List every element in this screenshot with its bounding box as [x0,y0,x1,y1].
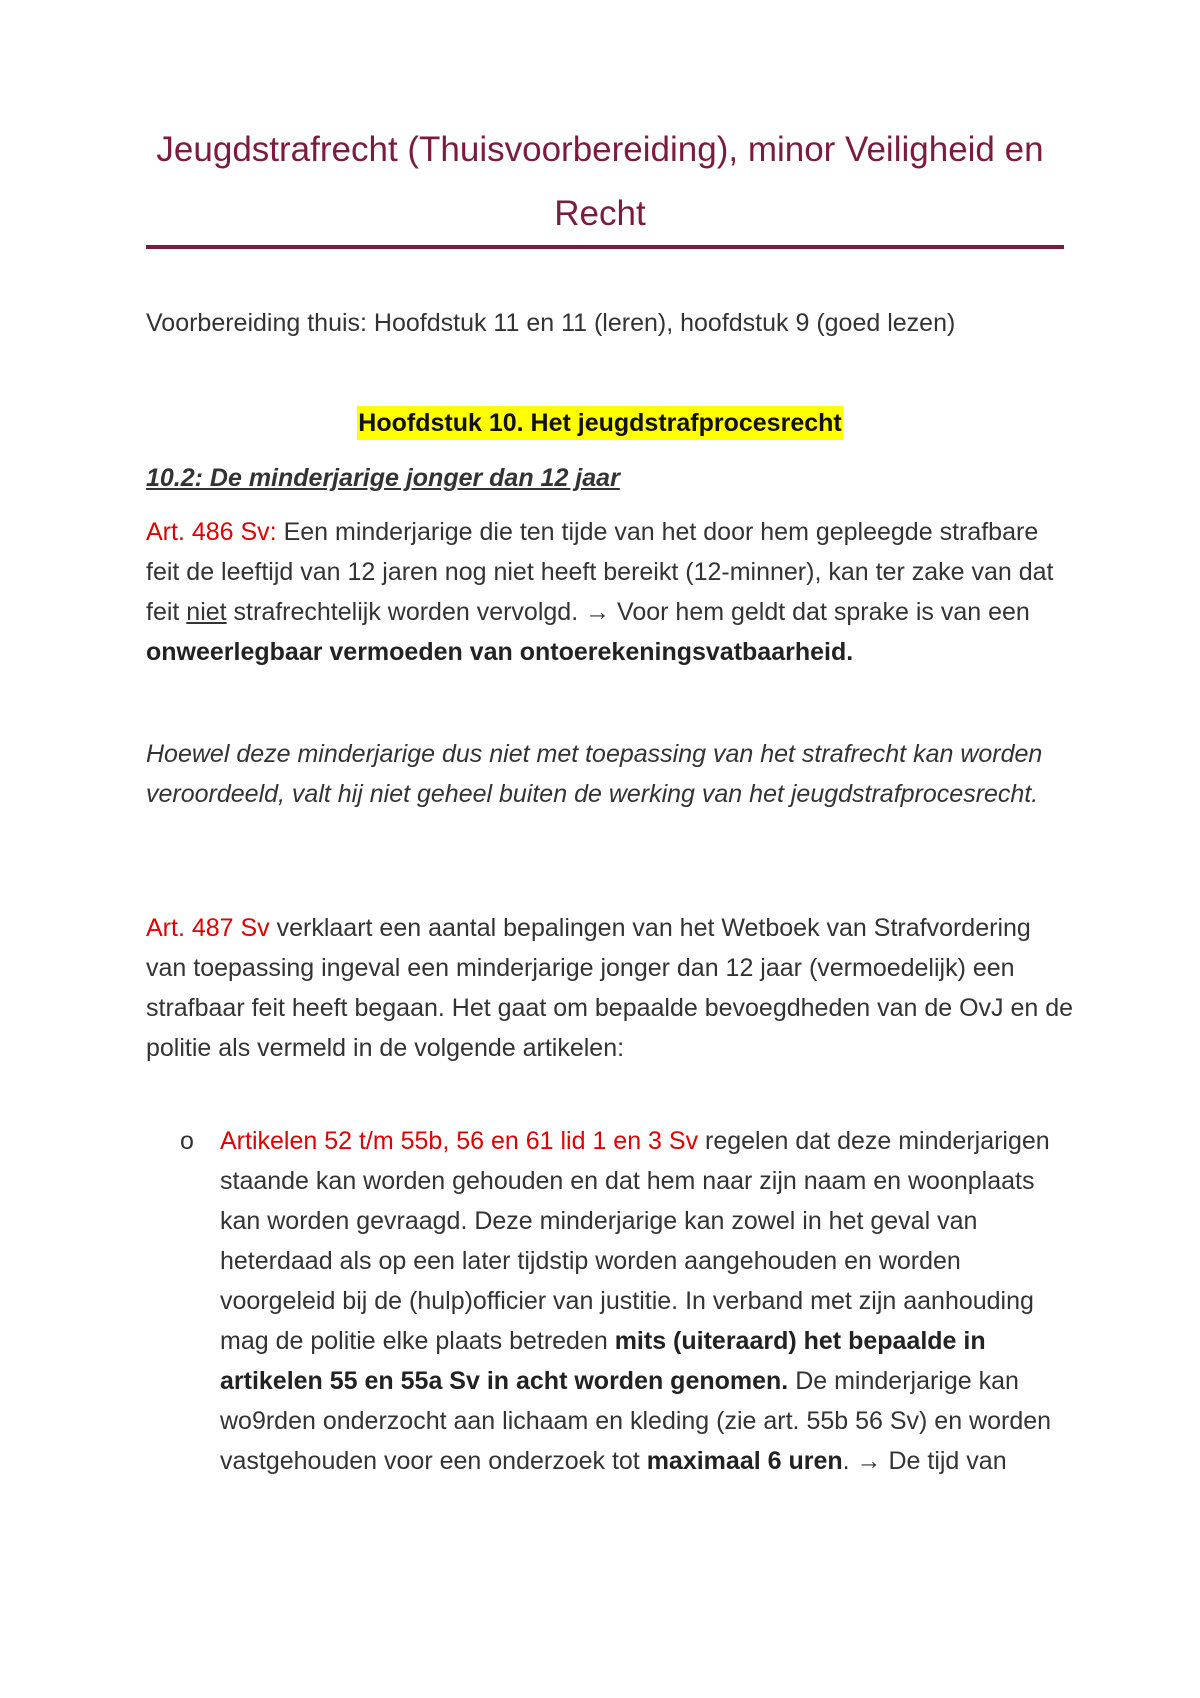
paragraph-text: verklaart een aantal bepalingen van het Wetboek van Strafvordering van toepassing ingeval een minderjarige jonger dan 12 jaar (vermoedelijk) een strafbaar feit heeft begaan. Het gaat om bepaalde bevoegdheden van de OvJ en de politie als vermeld in de volgende artikelen: [146,914,1074,1062]
bold-text: mits (uiteraard) het bepaalde in artikelen 55 en 55a Sv in acht worden genomen. [220,1327,986,1395]
document-title: Jeugdstrafrecht (Thuisvoorbereiding), minor Veiligheid en Recht [156,130,1044,233]
list-bullet: o [180,1127,194,1155]
chapter-heading: Hoofdstuk 10. Het jeugdstrafprocesrecht [357,406,842,440]
underlined-text: niet [186,598,227,626]
bold-text: maximaal 6 uren [646,1447,843,1475]
paragraph-art-487 [146,908,1076,1068]
paragraph-text: Een minderjarige die ten tijde van het door hem gepleegde strafbare feit de leeftijd van 12 jaren nog niet heeft bereikt (12-minner), kan ter zake van dat feit [146,518,1054,626]
article-reference: Art. 486 Sv: [146,518,277,546]
list-item [220,1121,1080,1481]
section-heading: 10.2: De minderjarige jonger dan 12 jaar [146,464,620,492]
paragraph-text: strafrechtelijk worden vervolgd. → Voor hem geldt dat sprake is van een [226,598,1030,626]
article-reference: Art. 487 Sv [146,914,270,942]
list-item-text: regelen dat deze minderjarigen staande kan worden gehouden en dat hem naar zijn naam en woonplaats kan worden gevraagd. Deze minderjarige kan zowel in het geval van heterdaad als op een later tijdstip worden aangehouden en worden voorgeleid bij de (hulp)officier van justitie. In verband met zijn aanhouding mag de politie elke plaats betreden [220,1127,1050,1355]
chapter-heading-wrap [0,406,1200,440]
articles-list [180,1121,1080,1481]
bold-text: onweerlegbaar vermoeden van ontoerekeningsvatbaarheid. [146,638,854,666]
list-item-text: . → De tijd van [842,1447,1007,1475]
preparation-note: Voorbereiding thuis: Hoofdstuk 11 en 11 (leren), hoofdstuk 9 (goed lezen) [146,309,956,337]
title-divider [146,245,1064,249]
paragraph-italic-note: Hoewel deze minderjarige dus niet met toepassing van het strafrecht kan worden veroordeeld, valt hij niet geheel buiten de werking van het jeugdstrafprocesrecht. [146,740,1043,808]
article-reference: Artikelen 52 t/m 55b, 56 en 61 lid 1 en 3 Sv [220,1127,699,1155]
list-item-text: De minderjarige kan wo9rden onderzocht aan lichaam en kleding (zie art. 55b 56 Sv) en worden vastgehouden voor een onderzoek tot [220,1367,1052,1475]
paragraph-art-486 [146,512,1076,672]
